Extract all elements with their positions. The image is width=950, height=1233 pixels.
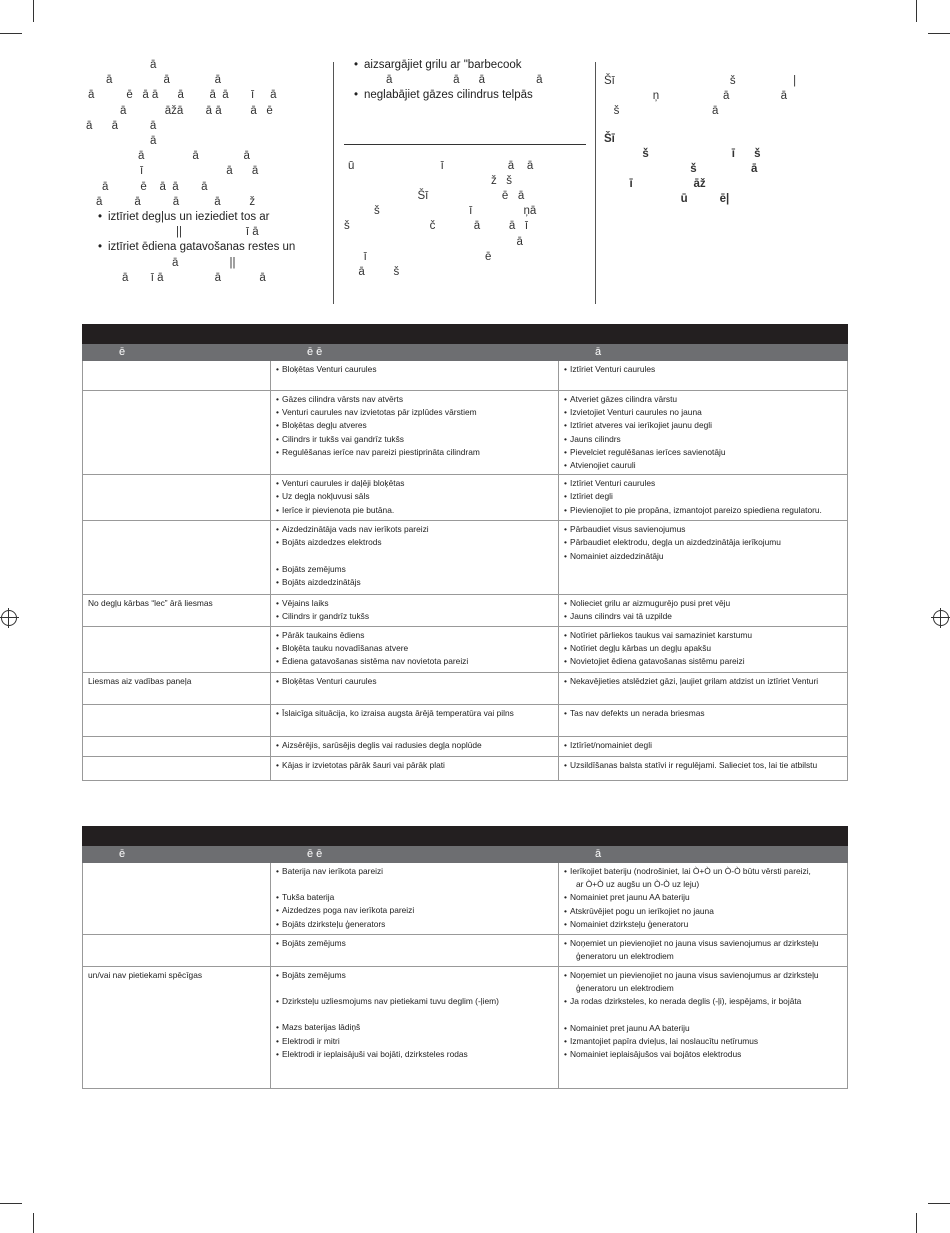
column-divider (595, 62, 596, 304)
table-row (83, 704, 848, 736)
bullet-item: • Baterija nav ierīkota pareizi (276, 865, 553, 878)
section-rule (344, 144, 586, 145)
table-header-row (83, 846, 848, 863)
solution-cell (559, 967, 848, 1089)
text-line: ā ī ā ā ā (122, 271, 266, 284)
bullet-item: • Atskrūvējiet pogu un ierīkojiet no jauna (564, 905, 842, 918)
cause-cell (271, 521, 559, 595)
bullet-item: • Iztīriet atveres vai ierīkojiet jaunu degli (564, 419, 842, 432)
bullet-item: • Novietojiet ēdiena gatavošanas sistēmu pareizi (564, 655, 842, 668)
problem-cell (83, 521, 271, 595)
bullet-item: • Venturi caurules ir daļēji bloķētas (276, 477, 553, 490)
spacer (276, 982, 553, 995)
bullet-item: • Īslaicīga situācija, ko izraisa augsta ārējā temperatūra vai pilns (276, 707, 553, 720)
bold-text-line: ū ē| (604, 193, 730, 206)
table-row (83, 756, 848, 780)
text-line: ā ā ā (106, 74, 222, 87)
text-line: || ī ā (176, 226, 259, 239)
table-row (83, 521, 848, 595)
table-row (83, 672, 848, 704)
column-2 (344, 58, 588, 306)
text-line: š ī ņā (358, 205, 537, 218)
bullet-item: • Uz degļa nokļuvusi sāls (276, 490, 553, 503)
column-3 (604, 58, 848, 306)
text-line: ū ī ā ā (348, 159, 534, 172)
bullet-item (88, 210, 332, 225)
solution-cell (559, 935, 848, 967)
bullet-item: • Notīriet degļu kārbas un degļu apakšu (564, 642, 842, 655)
problem-text: Liesmas aiz vadības paneļa (88, 675, 192, 686)
crop-mark-top-right (928, 33, 950, 34)
bullet-item: • Iztīriet Venturi caurules (564, 477, 842, 490)
bullet-item: • Aizsērējis, sarūsējis deglis vai radusies degļa noplūde (276, 739, 553, 752)
solution-cell (559, 863, 848, 935)
column-header-solution: ā (559, 344, 848, 361)
cause-cell (271, 361, 559, 391)
bullet-item: • Kājas ir izvietotas pārāk šauri vai pārāk plati (276, 759, 553, 772)
bullet-item: • Nomainiet pret jaunu AA bateriju (564, 1022, 842, 1035)
solution-cell (559, 521, 848, 595)
bullet-item: • Uzsildīšanas balsta statīvi ir regulējami. Salieciet tos, lai tie atbilstu (564, 759, 842, 772)
bullet-item: • Bojāts aizdedzinātājs (276, 576, 553, 589)
bullet-item: • Bloķētas Venturi caurules (276, 363, 553, 376)
registration-mark-left (1, 610, 17, 626)
bullet-item: • Bloķētas degļu atveres (276, 419, 553, 432)
bullet-item: • Atveriet gāzes cilindra vārstu (564, 393, 842, 406)
bullet-item: • Nekavējieties atslēdziet gāzi, ļaujiet grilam atdzist un iztīriet Venturi (564, 675, 842, 688)
solution-cell (559, 595, 848, 626)
problem-cell (83, 704, 271, 736)
bullet-item: • Aizdedzinātāja vads nav ierīkots pareizi (276, 523, 553, 536)
cause-cell (271, 626, 559, 672)
bullet-item: • Ja rodas dzirksteles, ko nerada deglis (-ļi), iespējams, ir bojāta (564, 995, 842, 1008)
column-header-cause: ē ē (271, 846, 559, 863)
problem-cell (83, 756, 271, 780)
cause-cell (271, 756, 559, 780)
bullet-item: • Noņemiet un pievienojiet no jauna visus savienojumus ar dzirksteļu (564, 969, 842, 982)
table-row (83, 595, 848, 626)
problem-cell (83, 595, 271, 626)
bullet-item: • Tas nav defekts un nerada briesmas (564, 707, 842, 720)
crop-mark-top-left-v (33, 0, 34, 22)
crop-mark-bottom-right-v (916, 1213, 917, 1233)
crop-mark-bottom-left-v (33, 1213, 34, 1233)
bullet-item: • Izmantojiet papīra dvieļus, lai noslaucītu netīrumus (564, 1035, 842, 1048)
bullet-item: • Tukša baterija (276, 891, 553, 904)
cause-cell (271, 935, 559, 967)
column-1 (82, 58, 332, 306)
table-row (83, 967, 848, 1089)
solution-cell (559, 626, 848, 672)
bullet-text: neglabājiet gāzes cilindrus telpās (364, 89, 533, 102)
text-line: Šī ē ā (344, 190, 525, 203)
bullet-item: • Iztīriet degli (564, 490, 842, 503)
text-line: Šī š | (604, 75, 797, 87)
solution-cell (559, 672, 848, 704)
problem-cell (83, 863, 271, 935)
bullet-text: aizsargājiet grilu ar "barbecook (364, 59, 522, 71)
bullet-item: • Bojāts aizdedzes elektrods (276, 536, 553, 549)
bold-text-line: Šī (604, 132, 615, 145)
registration-mark-right (933, 610, 949, 626)
bullet-item: • Bloķētas Venturi caurules (276, 675, 553, 688)
bullet-item: • Bojāts zemējums (276, 969, 553, 982)
bullet-item: • Pievienojiet to pie propāna, izmantojot pareizo spiediena regulatoru. (564, 504, 842, 517)
bullet-continuation: ģeneratoru un elektrodiem (576, 983, 674, 994)
problem-text: un/vai nav pietiekami spēcīgas (88, 970, 203, 980)
spacer (276, 1008, 553, 1021)
spacer (564, 1009, 842, 1022)
bold-text-line: š ī š (604, 147, 761, 160)
bullet-item: • Ierīkojiet bateriju (nodrošiniet, lai Ò+Ò un Ò-Ò būtu vērsti pareizi, (564, 865, 842, 878)
spacer (276, 550, 553, 563)
cause-cell (271, 967, 559, 1089)
text-line: ī ē (354, 250, 492, 263)
bullet-item: • Pārbaudiet elektrodu, degļa un aizdedzinātāja ierīkojumu (564, 536, 842, 549)
problem-cell (83, 672, 271, 704)
text-line: š č ā ā ī (344, 220, 529, 233)
crop-mark-top-right-v (916, 0, 917, 22)
text-line: ā ā ā (138, 150, 250, 163)
bullet-item: • Ierīce ir pievienota pie butāna. (276, 504, 553, 517)
column-header-solution: ā (559, 846, 848, 863)
text-line: ā ā ā ā ž (96, 195, 256, 208)
bullet-item: • Pievelciet regulēšanas ierīces savienotāju (564, 446, 842, 459)
table-title-bar (83, 325, 848, 344)
cause-cell (271, 863, 559, 935)
text-line: ī ā ā (140, 165, 259, 178)
problem-cell (83, 935, 271, 967)
table-row (83, 475, 848, 521)
bullet-item: • Iztīriet Venturi caurules (564, 363, 842, 376)
text-line: ņ ā ā (624, 90, 787, 103)
text-line: ā (344, 235, 523, 248)
problem-cell (83, 361, 271, 391)
bullet-item: • Bojāts zemējums (276, 563, 553, 576)
spacer (276, 878, 553, 891)
bullet-item: • Cilindrs ir gandrīz tukšs (276, 610, 553, 623)
problem-cell (83, 626, 271, 672)
solution-cell (559, 361, 848, 391)
bullet-item: • Notīriet pārliekos taukus vai samaziniet karstumu (564, 629, 842, 642)
problem-cell (83, 475, 271, 521)
bullet-item: • Jauns cilindrs (564, 433, 842, 446)
bullet-item: • Nomainiet ieplaisājušos vai bojātos elektrodus (564, 1048, 842, 1061)
bullet-item: • Regulēšanas ierīce nav pareizi piestiprināta cilindram (276, 446, 553, 459)
text-line: ā ē ā ā ā ā ā ī ā (88, 89, 277, 102)
crop-mark-top-left (0, 33, 22, 34)
troubleshooting-table-gas (82, 324, 848, 781)
bullet-item (344, 58, 588, 73)
bullet-item: • Ēdiena gatavošanas sistēma nav novietota pareizi (276, 655, 553, 668)
bullet-item: • Bloķēta tauku novadīšanas atvere (276, 642, 553, 655)
bullet-item: • Nomainiet dzirksteļu ģeneratoru (564, 918, 842, 931)
bullet-item: • Elektrodi ir mitri (276, 1035, 553, 1048)
cause-cell (271, 595, 559, 626)
bullet-text: iztīriet deg|us un ieziediet tos ar (108, 211, 270, 224)
table-header-row (83, 344, 848, 361)
column-header-problem: ē (83, 846, 271, 863)
cause-cell (271, 391, 559, 475)
solution-cell (559, 391, 848, 475)
table-row (83, 361, 848, 391)
bullet-item: • Aizdedzes poga nav ierīkota pareizi (276, 904, 553, 917)
table-row (83, 935, 848, 967)
text-line: š ā (604, 105, 719, 118)
bullet-item: • Nomainiet aizdedzinātāju (564, 550, 842, 563)
text-line: ā || (172, 256, 236, 269)
bullet-continuation: ar Ò+Ò uz augšu un Ò-Ò uz leju) (576, 879, 700, 890)
bold-text-line: š ā (604, 163, 758, 176)
crop-mark-bottom-right (928, 1203, 950, 1204)
text-line: ā āžā ā ā ā ē (120, 104, 273, 117)
bullet-item (88, 240, 332, 255)
bullet-item: • Bojāts dzirksteļu ģenerators (276, 918, 553, 931)
text-line: ā (150, 135, 157, 148)
bullet-item: • Pārbaudiet visus savienojumus (564, 523, 842, 536)
bullet-item (344, 88, 588, 103)
column-header-cause: ē ē (271, 344, 559, 361)
text-columns (82, 58, 848, 306)
bullet-continuation: ģeneratoru un elektrodiem (576, 951, 674, 962)
problem-cell (83, 736, 271, 756)
text-line: ā ā ā ā (386, 74, 543, 87)
solution-cell (559, 736, 848, 756)
bullet-item: • Vējains laiks (276, 597, 553, 610)
bullet-item: • Nolieciet grilu ar aizmugurējo pusi pret vēju (564, 597, 842, 610)
bullet-item: • Venturi caurules nav izvietotas pār izplūdes vārstiem (276, 406, 553, 419)
troubleshooting-table-ignition (82, 826, 848, 1089)
bullet-item: • Mazs baterijas lādiņš (276, 1021, 553, 1034)
cause-cell (271, 736, 559, 756)
table-row (83, 391, 848, 475)
cause-cell (271, 672, 559, 704)
bullet-item: • Cilindrs ir tukšs vai gandrīz tukšs (276, 433, 553, 446)
table-row (83, 736, 848, 756)
problem-cell (83, 967, 271, 1089)
column-header-problem: ē (83, 344, 271, 361)
text-line: ā š (352, 266, 400, 279)
solution-cell (559, 756, 848, 780)
bullet-item: • Nomainiet pret jaunu AA bateriju (564, 891, 842, 904)
text-line: ā ē ā ā ā (102, 180, 208, 193)
problem-text: No degļu kārbas “lec” ārā liesmas (88, 598, 213, 609)
crop-mark-bottom-left (0, 1203, 22, 1204)
bullet-item: • Iztīrīet/nomainiet degli (564, 739, 842, 752)
bullet-item: • Elektrodi ir ieplaisājuši vai bojāti, dzirksteles rodas (276, 1048, 553, 1061)
column-divider (333, 62, 334, 304)
bullet-item: • Gāzes cilindra vārsts nav atvērts (276, 393, 553, 406)
bullet-item: • Bojāts zemējums (276, 937, 553, 950)
cause-cell (271, 475, 559, 521)
text-line: ā ā ā (86, 119, 157, 132)
bullet-text: iztīriet ēdiena gatavošanas restes un (108, 241, 296, 254)
solution-cell (559, 475, 848, 521)
table-title-bar (83, 827, 848, 846)
problem-cell (83, 391, 271, 475)
bullet-item: • Izvietojiet Venturi caurules no jauna (564, 406, 842, 419)
table-row (83, 863, 848, 935)
bullet-item: • Jauns cilindrs vai tā uzpilde (564, 610, 842, 623)
text-line: ā (150, 59, 157, 71)
text-line: ž š (344, 174, 513, 187)
bullet-item: • Atvienojiet cauruli (564, 459, 842, 472)
bullet-item: • Dzirksteļu uzliesmojums nav pietiekami tuvu deglim (-ļiem) (276, 995, 553, 1008)
cause-cell (271, 704, 559, 736)
bold-text-line: ī āž (604, 178, 706, 191)
bullet-item: • Pārāk taukains ēdiens (276, 629, 553, 642)
table-row (83, 626, 848, 672)
bullet-item: • Noņemiet un pievienojiet no jauna visus savienojumus ar dzirksteļu (564, 937, 842, 950)
solution-cell (559, 704, 848, 736)
